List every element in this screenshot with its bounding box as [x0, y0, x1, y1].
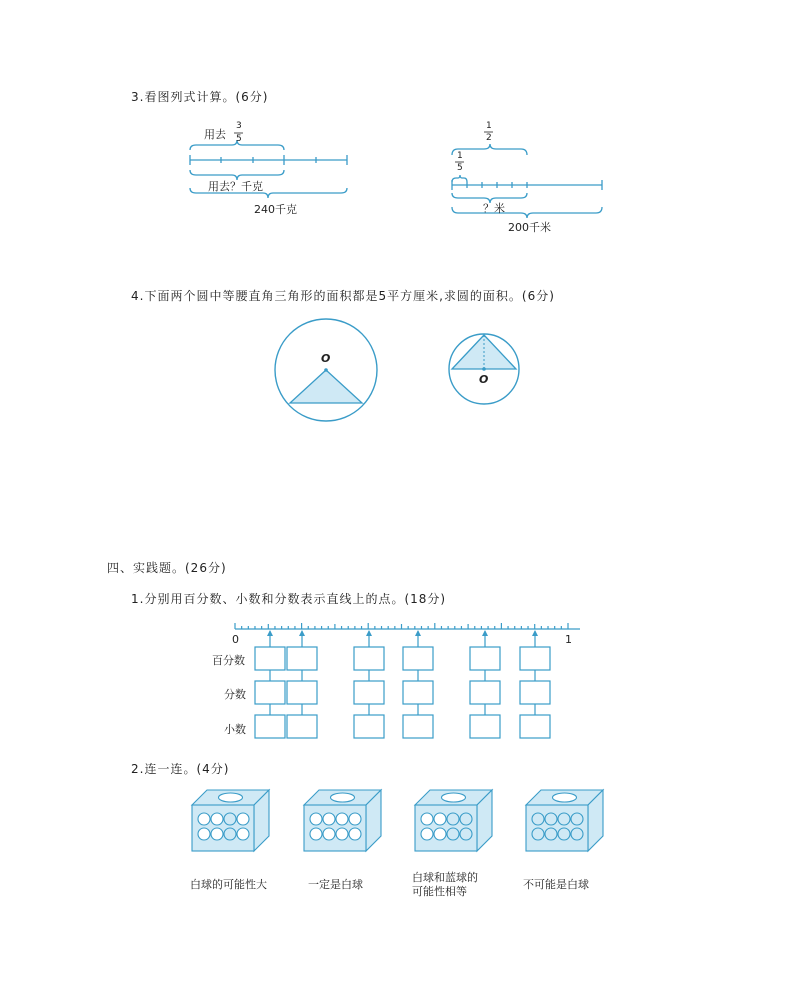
row-label-fraction: 分数 — [224, 688, 246, 701]
arrow-head — [299, 630, 305, 636]
blue-ball — [571, 813, 583, 825]
answer-box — [354, 681, 384, 704]
answer-box — [470, 647, 500, 670]
fifth-den: 5 — [457, 163, 463, 173]
white-ball — [336, 828, 348, 840]
answer-box — [255, 681, 285, 704]
white-ball — [323, 828, 335, 840]
frac-num: 3 — [236, 121, 242, 131]
answer-box — [354, 715, 384, 738]
half-num: 1 — [486, 121, 492, 131]
answer-box — [403, 647, 433, 670]
white-ball — [336, 813, 348, 825]
fifth-num: 1 — [457, 151, 463, 161]
answer-box — [287, 647, 317, 670]
answer-box — [255, 647, 285, 670]
blue-ball — [460, 813, 472, 825]
answer-box — [287, 681, 317, 704]
white-ball — [434, 813, 446, 825]
blue-ball — [571, 828, 583, 840]
total-200-label: 200千米 — [508, 221, 551, 234]
answer-box — [403, 715, 433, 738]
answer-box — [354, 647, 384, 670]
white-ball — [237, 828, 249, 840]
brace-fifth — [452, 175, 467, 182]
white-ball — [349, 828, 361, 840]
blue-ball — [532, 813, 544, 825]
unknown-meter-label: ？米 — [483, 202, 505, 215]
row-label-percent: 百分数 — [212, 654, 245, 667]
practice-2-title: 2.连一连。(4分) — [131, 762, 230, 776]
number-line-ruler — [235, 623, 580, 629]
ball-box — [192, 790, 269, 851]
section-4-title: 四、实践题。(26分) — [107, 561, 227, 575]
question-4-title: 4.下面两个圆中等腰直角三角形的面积都是5平方厘米,求圆的面积。(6分) — [131, 289, 555, 303]
arrow-head — [267, 630, 273, 636]
label-always-white: 一定是白球 — [308, 878, 363, 891]
ball-box — [526, 790, 603, 851]
blue-ball — [224, 813, 236, 825]
one-label: 1 — [565, 633, 572, 646]
arrow-head — [415, 630, 421, 636]
ball-box — [415, 790, 492, 851]
blue-ball — [460, 828, 472, 840]
answer-box — [520, 647, 550, 670]
box-hole — [331, 793, 355, 802]
white-ball — [198, 828, 210, 840]
triangle-1 — [290, 370, 362, 403]
zero-label: 0 — [232, 633, 239, 646]
row-label-decimal: 小数 — [224, 723, 246, 736]
center-o-2: O — [479, 373, 489, 386]
arrow-head — [532, 630, 538, 636]
arrow-head — [366, 630, 372, 636]
brace-total-right — [452, 207, 602, 218]
answer-box — [287, 715, 317, 738]
white-ball — [211, 813, 223, 825]
white-ball — [349, 813, 361, 825]
white-ball — [211, 828, 223, 840]
blue-ball — [532, 828, 544, 840]
answer-box — [403, 681, 433, 704]
answer-boxes — [255, 647, 550, 738]
label-equal-line1: 白球和蓝球的 — [412, 871, 478, 884]
white-ball — [434, 828, 446, 840]
center-o-1: O — [321, 352, 331, 365]
box-hole — [553, 793, 577, 802]
arrows — [267, 630, 538, 647]
blue-ball — [224, 828, 236, 840]
blue-ball — [545, 828, 557, 840]
white-ball — [310, 813, 322, 825]
box-hole — [219, 793, 243, 802]
white-ball — [310, 828, 322, 840]
used-label: 用去 — [204, 128, 226, 141]
label-equal-line2: 可能性相等 — [412, 885, 467, 898]
blue-ball — [558, 813, 570, 825]
used-unknown-label: 用去？千克 — [208, 180, 263, 193]
blue-ball — [447, 828, 459, 840]
frac-den: 5 — [236, 134, 242, 144]
white-ball — [237, 813, 249, 825]
white-ball — [323, 813, 335, 825]
blue-ball — [558, 828, 570, 840]
answer-box — [520, 681, 550, 704]
brace-half — [452, 144, 527, 155]
blue-ball — [447, 813, 459, 825]
practice-1-title: 1.分别用百分数、小数和分数表示直线上的点。(18分) — [131, 592, 447, 606]
answer-box — [255, 715, 285, 738]
blue-ball — [545, 813, 557, 825]
ball-boxes — [192, 790, 603, 851]
question-3-title: 3.看图列式计算。(6分) — [131, 90, 269, 104]
arrow-head — [482, 630, 488, 636]
white-ball — [421, 828, 433, 840]
answer-box — [520, 715, 550, 738]
box-hole — [442, 793, 466, 802]
answer-box — [470, 681, 500, 704]
total-240-label: 240千克 — [254, 203, 297, 216]
white-ball — [198, 813, 210, 825]
label-never-white: 不可能是白球 — [523, 878, 589, 891]
label-white-likely: 白球的可能性大 — [190, 878, 267, 891]
answer-box — [470, 715, 500, 738]
half-den: 2 — [486, 133, 492, 143]
ball-box — [304, 790, 381, 851]
white-ball — [421, 813, 433, 825]
